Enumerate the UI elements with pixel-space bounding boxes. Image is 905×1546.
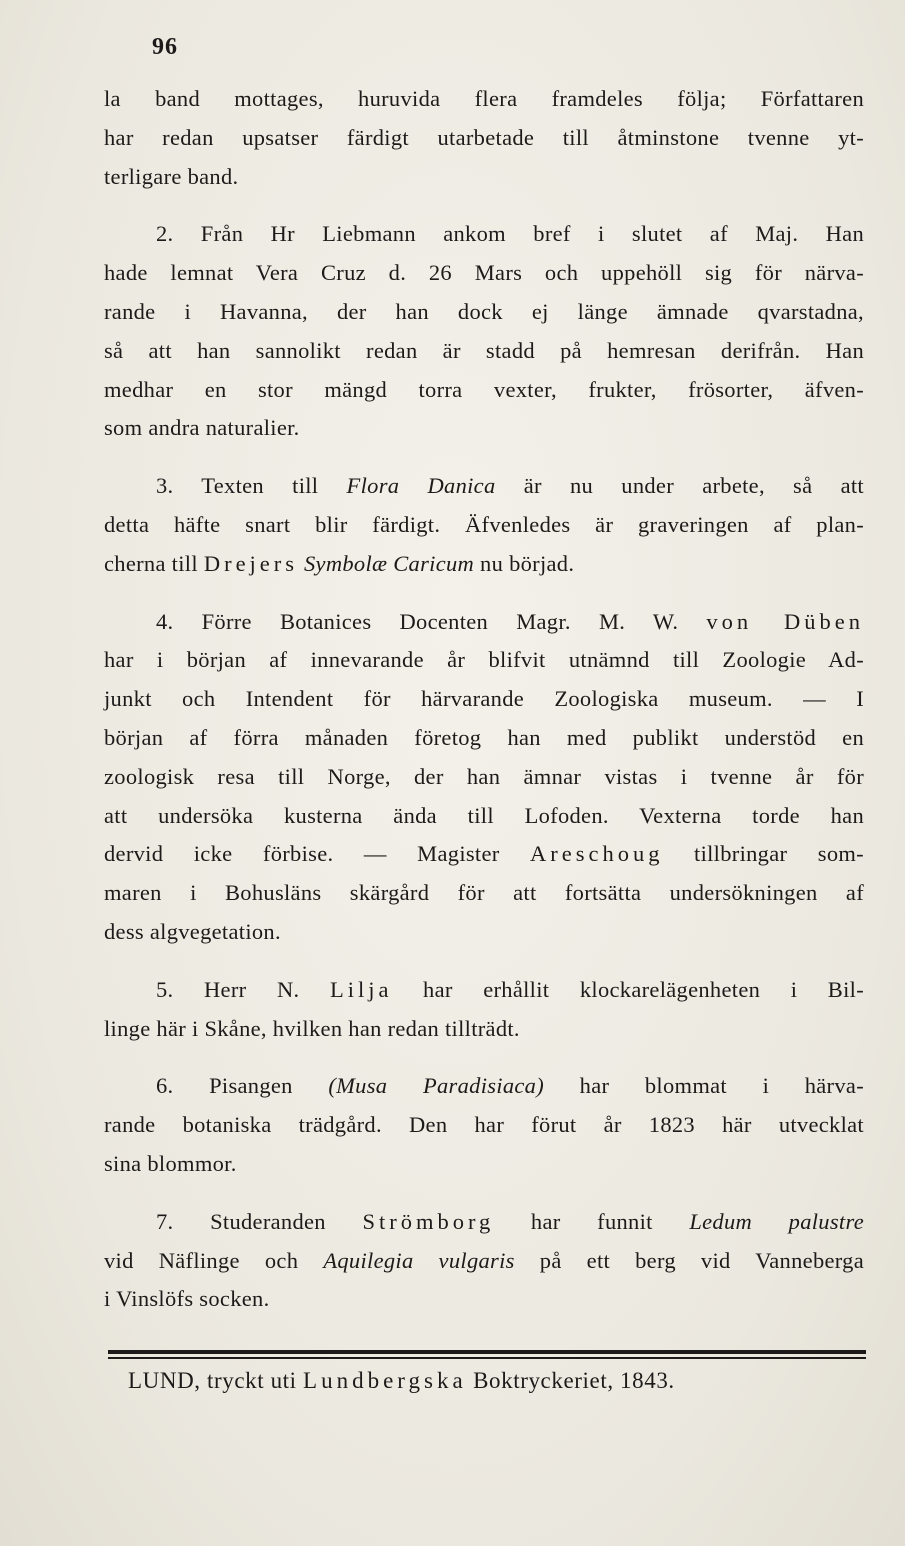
printer-name: Lundbergska — [303, 1368, 467, 1393]
person-name: Drejers — [203, 550, 299, 576]
text-line — [104, 545, 864, 584]
text-line: så att han sannolikt redan är stadd på hemresan derifrån. Han — [104, 337, 864, 363]
person-name: von Düben — [706, 608, 864, 634]
work-title: Symbolæ Caricum — [303, 550, 475, 576]
text-run: 7. Studeranden — [156, 1208, 326, 1234]
text-line: rande botaniska trädgård. Den har förut år 1823 här utvecklat — [104, 1112, 864, 1138]
text-line — [104, 1067, 864, 1106]
work-title: Flora Danica — [346, 473, 496, 499]
text-line: linge här i Skåne, hvilken han redan tillträdt. — [104, 1015, 520, 1041]
text-line: detta häfte snart blir färdigt. Äfvenledes är graveringen af plan- — [104, 511, 864, 537]
body-text — [104, 80, 864, 1319]
text-line: sina blommor. — [104, 1150, 237, 1176]
paragraph-1 — [104, 80, 864, 196]
text-run: tillbringar som- — [694, 841, 864, 867]
person-name: Lilja — [330, 976, 393, 1002]
text-run: dervid icke förbise. — Magister — [104, 841, 500, 867]
text-run: 3. Texten till — [156, 473, 319, 499]
text-run: vid Näflinge och — [104, 1247, 299, 1273]
paragraph-5 — [104, 971, 864, 1049]
species-name: Aquilegia vulgaris — [323, 1247, 515, 1273]
text-line: rande i Havanna, der han dock ej länge ämnade qvarstadna, — [104, 298, 864, 324]
text-line: har i början af innevarande år blifvit utnämnd till Zoologie Ad- — [104, 647, 864, 673]
text-run: cherna till — [104, 550, 198, 576]
text-line — [104, 835, 864, 874]
text-line: medhar en stor mängd torra vexter, frukter, frösorter, äfven- — [104, 376, 864, 402]
person-name: Strömborg — [362, 1208, 495, 1234]
text-run: är nu under arbete, så att — [523, 473, 864, 499]
text-line: terligare band. — [104, 163, 239, 189]
text-line: början af förra månaden företog han med publikt understöd en — [104, 724, 864, 750]
text-run: 5. Herr N. — [156, 976, 300, 1002]
text-run: 6. Pisangen — [156, 1073, 293, 1099]
text-run: har blommat i härva- — [579, 1073, 864, 1099]
text-line: 2. Från Hr Liebmann ankom bref i slutet af Maj. Han — [156, 221, 864, 247]
divider-rule — [108, 1357, 866, 1359]
paragraph-2 — [104, 215, 864, 448]
text-run: LUND, tryckt uti — [128, 1368, 297, 1393]
text-line — [104, 971, 864, 1010]
text-run: har erhållit klockarelägenheten i Bil- — [423, 976, 864, 1002]
paragraph-3 — [104, 467, 864, 583]
text-line: zoologisk resa till Norge, der han ämnar vistas i tvenne år för — [104, 763, 864, 789]
text-run: på ett berg vid Vanneberga — [539, 1247, 865, 1273]
text-line — [104, 1242, 864, 1281]
text-line: maren i Bohusläns skärgård för att fortsätta undersökningen af — [104, 880, 864, 906]
text-run: Boktryckeriet, 1843. — [473, 1368, 675, 1393]
paragraph-6 — [104, 1067, 864, 1183]
text-line: la band mottages, huruvida flera framdeles följa; Författaren — [104, 86, 864, 111]
paragraph-7 — [104, 1203, 864, 1319]
text-line — [104, 467, 864, 506]
printer-imprint — [128, 1362, 675, 1400]
text-line: dess algvegetation. — [104, 918, 281, 944]
page-number: 96 — [152, 34, 178, 60]
species-name: Ledum palustre — [689, 1208, 864, 1234]
text-line: har redan upsatser färdigt utarbetade till åtminstone tvenne yt- — [104, 124, 864, 150]
person-name: Areschoug — [530, 841, 664, 867]
text-line: som andra naturalier. — [104, 415, 300, 441]
text-line — [104, 1203, 864, 1242]
text-run: 4. Förre Botanices Docenten Magr. M. W. — [156, 608, 679, 634]
text-line: junkt och Intendent för härvarande Zoologiska museum. — I — [104, 686, 864, 712]
text-run: nu börjad. — [480, 550, 575, 576]
divider-rule — [108, 1350, 866, 1354]
text-line: i Vinslöfs socken. — [104, 1286, 270, 1312]
text-line — [104, 603, 864, 642]
text-line: hade lemnat Vera Cruz d. 26 Mars och uppehöll sig för närva- — [104, 260, 864, 286]
species-name: (Musa Paradisiaca) — [328, 1073, 545, 1099]
paragraph-4 — [104, 603, 864, 952]
text-run: har funnit — [530, 1208, 653, 1234]
text-line: att undersöka kusterna ända till Lofoden. Vexterna torde han — [104, 802, 864, 828]
